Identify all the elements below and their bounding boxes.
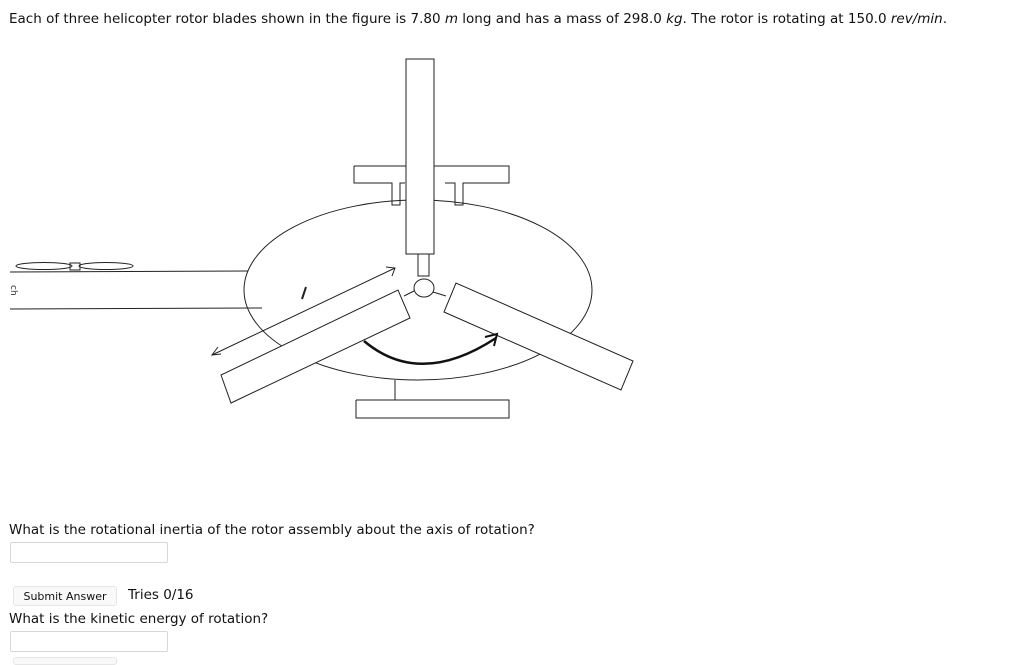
submit-answer-button[interactable]: Submit Answer bbox=[13, 586, 117, 606]
tail-boom bbox=[10, 271, 248, 272]
hub-link-right bbox=[433, 292, 446, 296]
helicopter-body bbox=[10, 59, 633, 418]
rotation-arrow bbox=[364, 334, 497, 364]
helicopter-rotor-figure bbox=[0, 40, 660, 430]
rotor-blade-left bbox=[221, 290, 410, 403]
problem-statement bbox=[9, 11, 947, 27]
tail-boom-lower bbox=[10, 308, 262, 309]
unit-meters: m bbox=[444, 11, 458, 27]
question-2-prompt: What is the kinetic energy of rotation? bbox=[9, 611, 269, 627]
unit-kilograms: kg bbox=[666, 11, 683, 27]
problem-text-1: Each of three helicopter rotor blades shown in the figure is 7.80 bbox=[9, 11, 445, 27]
problem-text-2: long and has a mass of 298.0 bbox=[457, 11, 667, 27]
upper-skid-left bbox=[354, 166, 405, 205]
dimension-tick bbox=[302, 287, 306, 299]
question-1-prompt: What is the rotational inertia of the rotor assembly about the axis of rotation? bbox=[9, 522, 535, 538]
tail-label: ch bbox=[8, 285, 18, 296]
rotor-hub bbox=[414, 279, 434, 297]
tail-rotor-left bbox=[16, 263, 72, 270]
lower-skid bbox=[356, 400, 509, 418]
problem-text-4: . bbox=[942, 11, 947, 27]
question-1-answer-input[interactable] bbox=[10, 542, 168, 563]
question-2-answer-input[interactable] bbox=[10, 631, 168, 652]
problem-text-3: . The rotor is rotating at 150.0 bbox=[682, 11, 891, 27]
unit-rev-per-min: rev/min bbox=[890, 11, 943, 27]
rotor-blade-top bbox=[406, 59, 434, 254]
tail-rotor-right bbox=[79, 263, 133, 270]
hub-link-left bbox=[404, 291, 414, 296]
submit-answer-button-2[interactable] bbox=[13, 657, 117, 665]
tries-counter: Tries 0/16 bbox=[128, 587, 194, 603]
rotor-blade-right bbox=[444, 283, 633, 390]
rotor-shaft bbox=[418, 254, 429, 276]
